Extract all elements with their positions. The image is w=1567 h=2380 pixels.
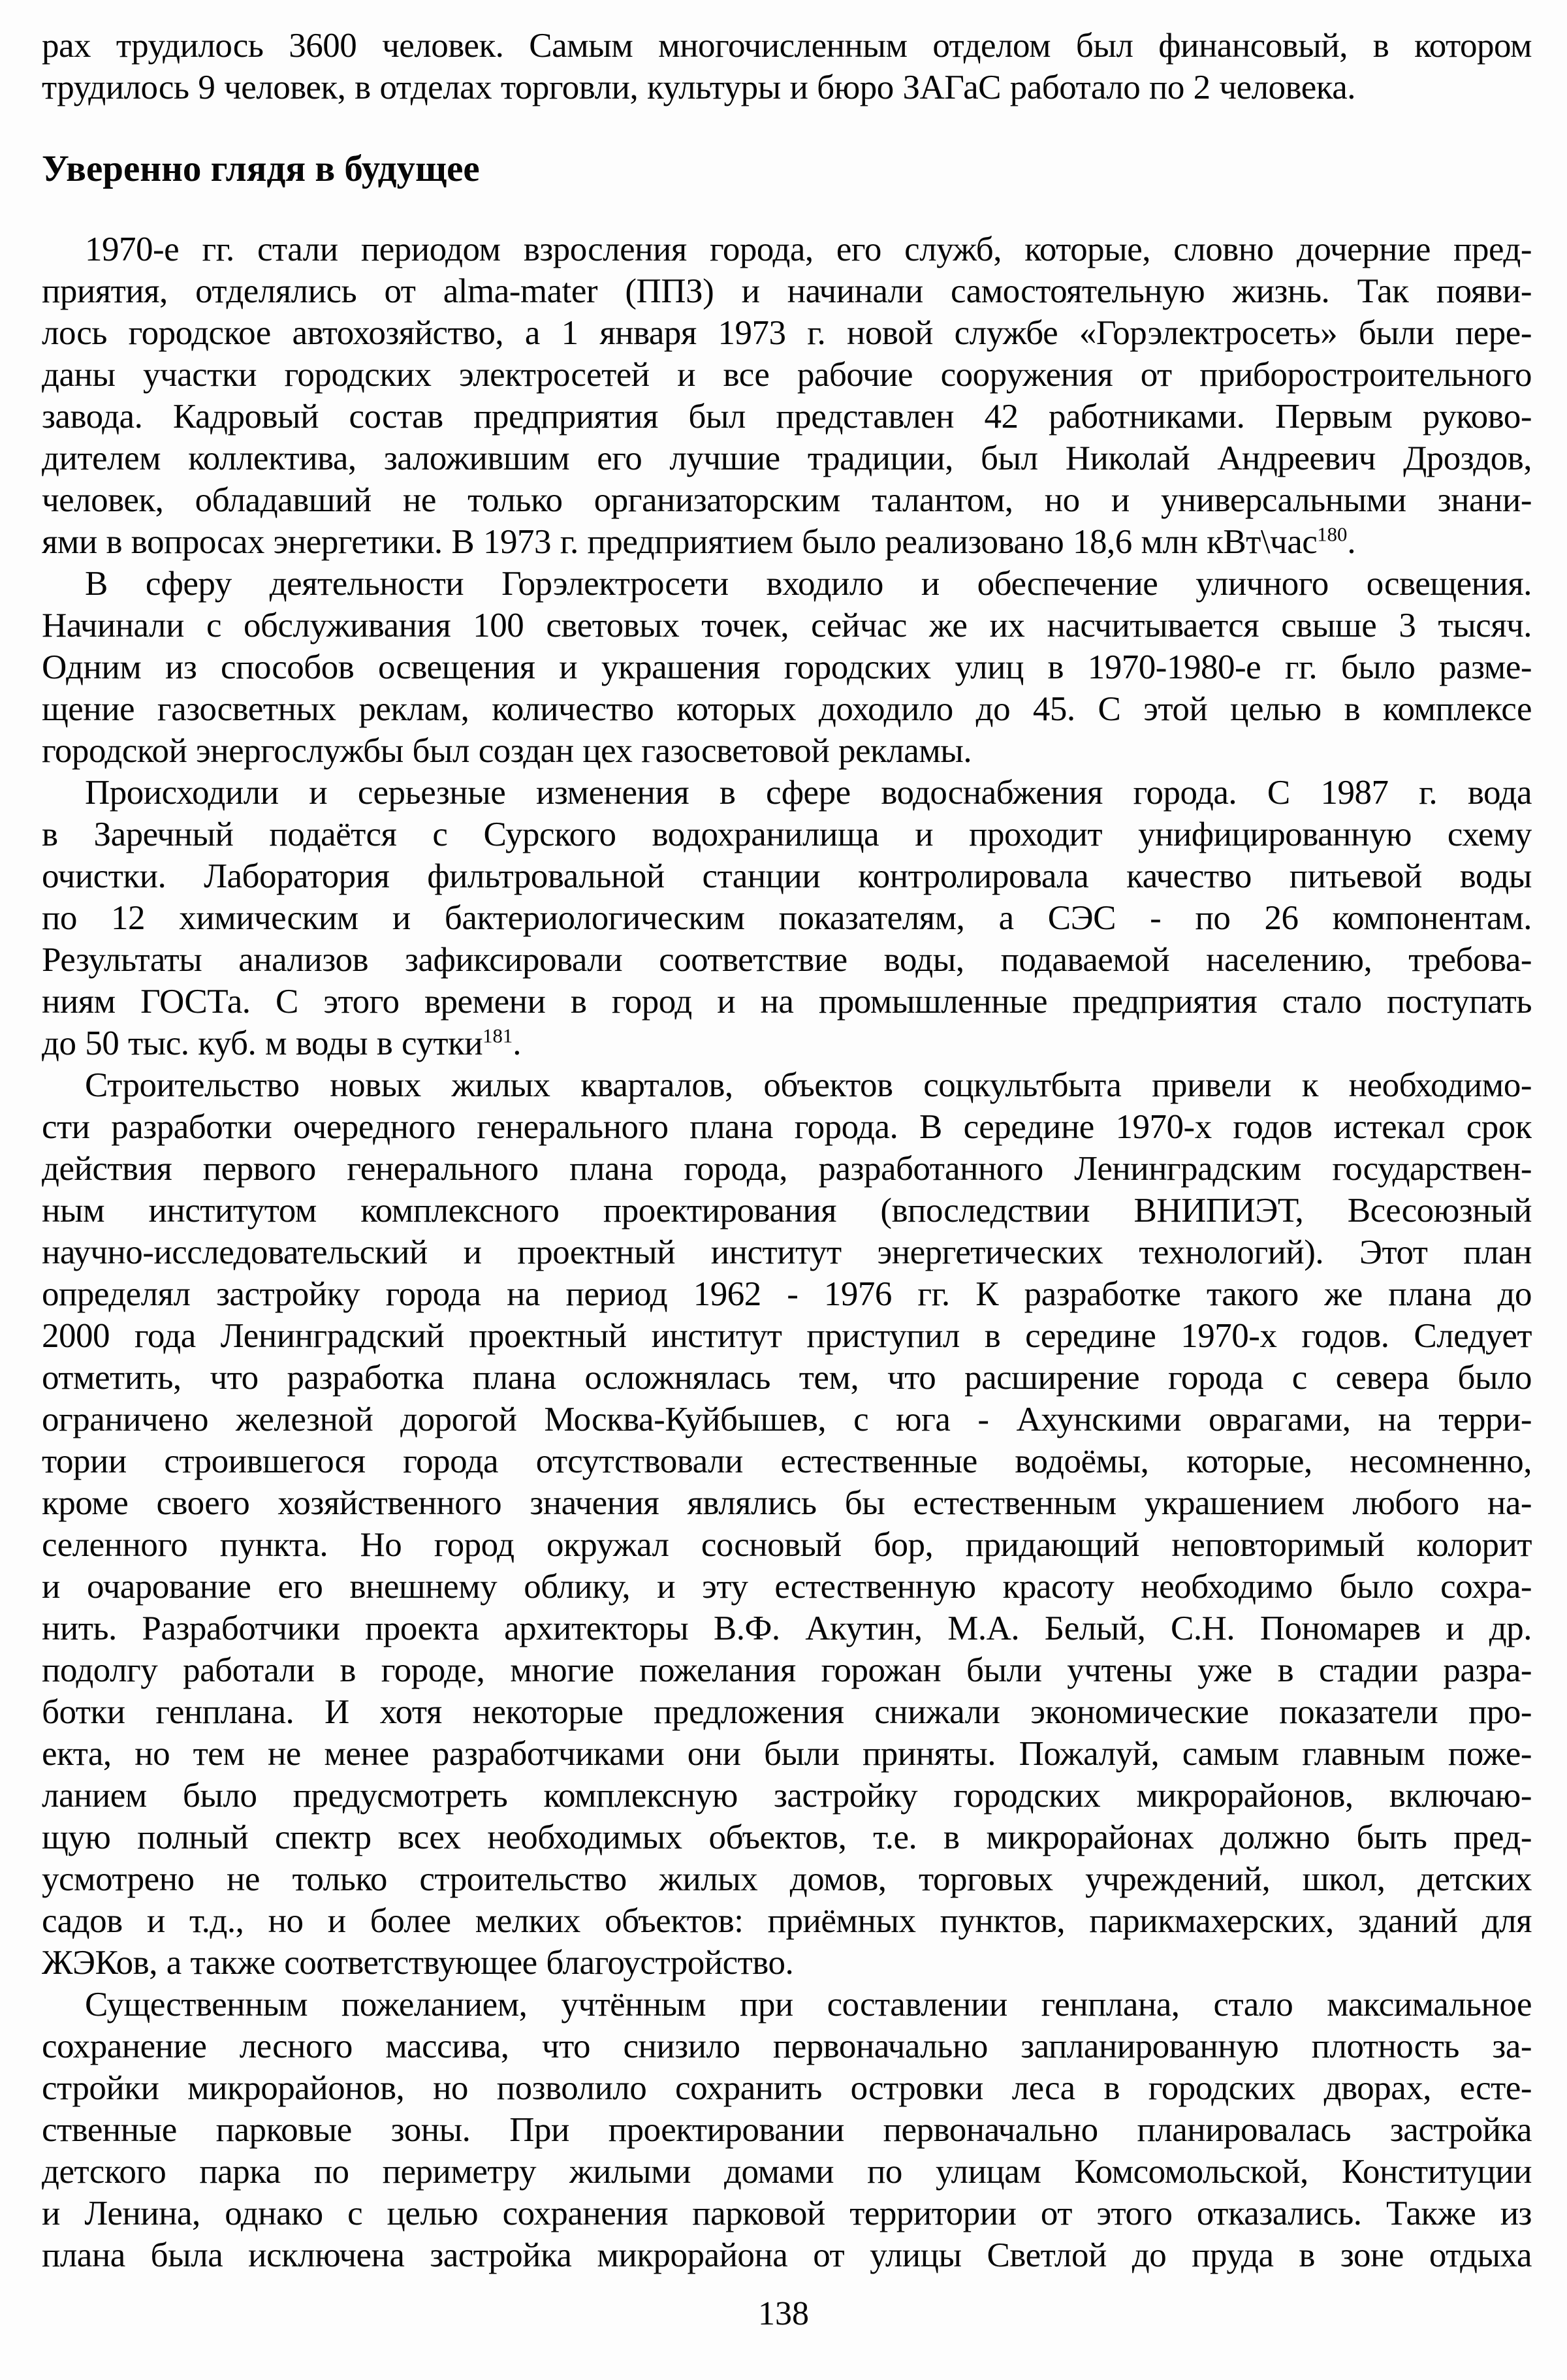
text-line: и Ленина, однако с целью сохранения парковой территории от этого отказались. Также из (42, 2195, 1532, 2232)
footnote-reference-180: 180 (1317, 523, 1348, 546)
text-line: кроме своего хозяйственного значения являлись бы естественным украшением любого на- (42, 1484, 1532, 1522)
text-line: Строительство новых жилых кварталов, объектов соцкультбыта привели к необходимо- (85, 1066, 1532, 1104)
text-line: ланием было предусмотреть комплексную застройку городских микрорайонов, включаю- (42, 1777, 1532, 1815)
text-line: научно-исследовательский и проектный институт энергетических технологий). Этот план (42, 1233, 1532, 1271)
line-text: ями в вопросах энергетики. В 1973 г. предприятием было реализовано 18,6 млн кВт\час (42, 523, 1318, 561)
text-line: действия первого генерального плана города, разработанного Ленинградским государствен- (42, 1150, 1532, 1188)
text-line: по 12 химическим и бактериологическим показателям, а СЭС - по 26 компонентам. (42, 899, 1532, 937)
text-line: и очарование его внешнему облику, и эту естественную красоту необходимо было сохра- (42, 1568, 1532, 1606)
paragraph (42, 229, 1532, 563)
text-line: ниям ГОСТа. С этого времени в город и на промышленные предприятия стало поступать (42, 983, 1532, 1021)
text-line: человек, обладавший не только организаторским талантом, но и универсальными знани- (42, 481, 1532, 519)
paragraph (42, 1064, 1532, 1984)
text-line: ным институтом комплексного проектирования (впоследствии ВНИПИЭТ, Всесоюзный (42, 1192, 1532, 1230)
text-line: трудилось 9 человек, в отделах торговли, культуры и бюро ЗАГаС работало по 2 человека. (42, 69, 1355, 106)
paragraph (42, 1984, 1532, 2276)
text-line: Одним из способов освещения и украшения городских улиц в 1970-1980-е гг. было разме- (42, 648, 1532, 686)
text-line: екта, но тем не менее разработчиками они были приняты. Пожалуй, самым главным поже- (42, 1735, 1532, 1773)
text-line: ственные парковые зоны. При проектировании первоначально планировалась застройка (42, 2111, 1532, 2149)
text-line: дителем коллектива, заложившим его лучшие традиции, был Николай Андреевич Дроздов, (42, 439, 1532, 477)
text-line: сти разработки очередного генерального плана города. В середине 1970-х годов истекал срок (42, 1108, 1532, 1146)
text-line: ограничено железной дорогой Москва-Куйбышев, с юга - Ахунскими оврагами, на терри- (42, 1401, 1532, 1438)
text-line: отметить, что разработка плана осложнялась тем, что расширение города с севера было (42, 1359, 1532, 1397)
paragraph (42, 772, 1532, 1064)
line-text: . (1347, 523, 1356, 561)
section-heading: Уверенно глядя в будущее (42, 148, 480, 189)
text-line: щение газосветных реклам, количество которых доходило до 45. С этой целью в комплексе (42, 690, 1532, 728)
text-line: Начинали с обслуживания 100 световых точек, сейчас же их насчитывается свыше 3 тысяч. (42, 607, 1532, 644)
text-line: приятия, отделялись от alma-mater (ППЗ) и начинали самостоятельную жизнь. Так появи- (42, 272, 1532, 310)
text-line: рах трудилось 3600 человек. Самым многочисленным отделом был финансовый, в котором (42, 27, 1532, 65)
text-line: лось городское автохозяйство, а 1 января 1973 г. новой службе «Горэлектросеть» были пере- (42, 314, 1532, 352)
text-line: ЖЭКов, а также соответствующее благоустройство. (42, 1944, 794, 1982)
text-line: садов и т.д., но и более мелких объектов: приёмных пунктов, парикмахерских, зданий для (42, 1902, 1532, 1940)
text-line: 2000 года Ленинградский проектный институт приступил в середине 1970-х годов. Следует (42, 1317, 1532, 1355)
text-line (42, 1023, 1532, 1064)
paragraph-continuation (42, 25, 1532, 108)
line-text: . (513, 1024, 522, 1062)
text-line: плана была исключена застройка микрорайона от улицы Светлой до пруда в зоне отдыха (42, 2236, 1532, 2274)
text-line: определял застройку города на период 1962 - 1976 гг. К разработке такого же плана до (42, 1275, 1532, 1313)
text-line: городской энергослужбы был создан цех газосветовой рекламы. (42, 732, 972, 770)
text-line: щую полный спектр всех необходимых объектов, т.е. в микрорайонах должно быть пред- (42, 1818, 1532, 1856)
paragraph (42, 563, 1532, 772)
text-line: ботки генплана. И хотя некоторые предложения снижали экономические показатели про- (42, 1693, 1532, 1731)
text-line: завода. Кадровый состав предприятия был представлен 42 работниками. Первым руково- (42, 398, 1532, 436)
text-line: селенного пункта. Но город окружал сосновый бор, придающий неповторимый колорит (42, 1526, 1532, 1564)
text-line: Результаты анализов зафиксировали соответствие воды, подаваемой населению, требова- (42, 941, 1532, 979)
text-line (42, 521, 1532, 563)
text-line: усмотрено не только строительство жилых домов, торговых учреждений, школ, детских (42, 1860, 1532, 1898)
text-line: 1970-е гг. стали периодом взросления города, его служб, которые, словно дочерние пред- (85, 230, 1532, 268)
text-line: детского парка по периметру жилыми домами по улицам Комсомольской, Конституции (42, 2153, 1532, 2191)
text-line: Происходили и серьезные изменения в сфере водоснабжения города. С 1987 г. вода (85, 774, 1532, 812)
text-line: стройки микрорайонов, но позволило сохранить островки леса в городских дворах, есте- (42, 2069, 1532, 2107)
line-text: до 50 тыс. куб. м воды в сутки (42, 1024, 483, 1062)
footnote-reference-181: 181 (483, 1024, 513, 1047)
text-line: сохранение лесного массива, что снизило первоначально запланированную плотность за- (42, 2027, 1532, 2065)
page-number: 138 (758, 2295, 809, 2332)
text-line: даны участки городских электросетей и все рабочие сооружения от приборостроительного (42, 356, 1532, 394)
text-column (42, 25, 1532, 2276)
text-line: подолгу работали в городе, многие пожелания горожан были учтены уже в стадии разра- (42, 1651, 1532, 1689)
text-line: в Заречный подаётся с Сурского водохранилища и проходит унифицированную схему (42, 816, 1532, 853)
text-line: В сферу деятельности Горэлектросети входило и обеспечение уличного освещения. (85, 565, 1532, 603)
text-line: Существенным пожеланием, учтённым при составлении генплана, стало максимальное (85, 1986, 1532, 2023)
text-line: тории строившегося города отсутствовали естественные водоёмы, которые, несомненно, (42, 1442, 1532, 1480)
text-line: нить. Разработчики проекта архитекторы В.Ф. Акутин, М.А. Белый, С.Н. Пономарев и др. (42, 1610, 1532, 1647)
text-line: очистки. Лаборатория фильтровальной станции контролировала качество питьевой воды (42, 857, 1532, 895)
